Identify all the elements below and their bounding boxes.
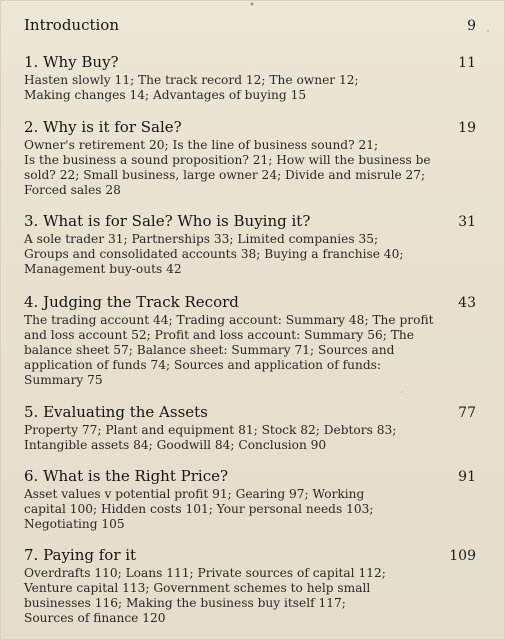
chapter-topics (24, 313, 476, 388)
topic-line: Sources of finance 120 (24, 611, 166, 625)
topic-line: Making changes 14; Advantages of buying 15 (24, 88, 307, 102)
toc-entry-chapter-5 (24, 403, 476, 453)
toc-entry-chapter-1 (24, 53, 476, 103)
topic-line: Forced sales 28 (24, 183, 121, 197)
topic-line: sold? 22; Small business, large owner 24; Divide and misrule 27; (24, 168, 426, 182)
chapter-title[interactable]: 6. What is the Right Price? (24, 467, 229, 485)
toc-heading-row (24, 467, 476, 486)
page-number: 11 (458, 55, 476, 71)
page-number: 9 (467, 18, 476, 34)
page-number: 19 (458, 120, 476, 136)
toc-entry-chapter-4 (24, 293, 476, 388)
page-number: 77 (458, 405, 476, 421)
toc-heading-row (24, 53, 476, 72)
chapter-title[interactable]: 4. Judging the Track Record (24, 293, 239, 311)
page-number: 31 (458, 214, 476, 230)
chapter-title[interactable]: 2. Why is it for Sale? (24, 118, 182, 136)
topic-line: Intangible assets 84; Goodwill 84; Conclusion 90 (24, 438, 327, 452)
topic-line: A sole trader 31; Partnerships 33; Limited companies 35; (24, 232, 379, 246)
topic-line: Overdrafts 110; Loans 111; Private sources of capital 112; (24, 566, 386, 580)
topic-line: Venture capital 113; Government schemes to help small (24, 581, 371, 595)
topic-line: The trading account 44; Trading account: Summary 48; The profit (24, 313, 434, 327)
topic-line: Management buy-outs 42 (24, 262, 182, 276)
topic-line: Negotiating 105 (24, 517, 125, 531)
topic-line: Summary 75 (24, 373, 103, 387)
chapter-topics (24, 423, 476, 453)
topic-line: Groups and consolidated accounts 38; Buying a franchise 40; (24, 247, 404, 261)
chapter-topics (24, 566, 476, 626)
topic-line: capital 100; Hidden costs 101; Your personal needs 103; (24, 502, 374, 516)
topic-line: and loss account 52; Profit and loss account: Summary 56; The (24, 328, 414, 342)
toc-heading-row (24, 403, 476, 422)
chapter-title[interactable]: 7. Paying for it (24, 546, 137, 564)
toc-heading-row (24, 118, 476, 137)
toc-heading-row (24, 16, 476, 35)
chapter-topics (24, 232, 476, 277)
chapter-title[interactable]: 3. What is for Sale? Who is Buying it? (24, 212, 311, 230)
page-number: 91 (458, 469, 476, 485)
toc-entry-chapter-3 (24, 212, 476, 277)
chapter-topics (24, 73, 476, 103)
chapter-topics (24, 487, 476, 532)
topic-line: Asset values v potential profit 91; Gearing 97; Working (24, 487, 365, 501)
page-number: 109 (449, 548, 476, 564)
toc-entry-introduction (24, 16, 476, 35)
chapter-title[interactable]: Introduction (24, 16, 119, 34)
page-number: 43 (458, 295, 476, 311)
toc-entry-chapter-7 (24, 546, 476, 626)
topic-line: application of funds 74; Sources and application of funds: (24, 358, 381, 372)
topic-line: Owner's retirement 20; Is the line of business sound? 21; (24, 138, 379, 152)
toc-heading-row (24, 546, 476, 565)
topic-line: Hasten slowly 11; The track record 12; The owner 12; (24, 73, 359, 87)
chapter-title[interactable]: 5. Evaluating the Assets (24, 403, 208, 421)
toc-heading-row (24, 293, 476, 312)
chapter-title[interactable]: 1. Why Buy? (24, 53, 119, 71)
chapter-topics (24, 138, 476, 198)
topic-line: businesses 116; Making the business buy itself 117; (24, 596, 346, 610)
topic-line: balance sheet 57; Balance sheet: Summary 71; Sources and (24, 343, 395, 357)
toc-entry-chapter-2 (24, 118, 476, 198)
toc-entry-chapter-6 (24, 467, 476, 532)
toc-heading-row (24, 212, 476, 231)
topic-line: Is the business a sound proposition? 21; How will the business be (24, 153, 431, 167)
topic-line: Property 77; Plant and equipment 81; Stock 82; Debtors 83; (24, 423, 397, 437)
